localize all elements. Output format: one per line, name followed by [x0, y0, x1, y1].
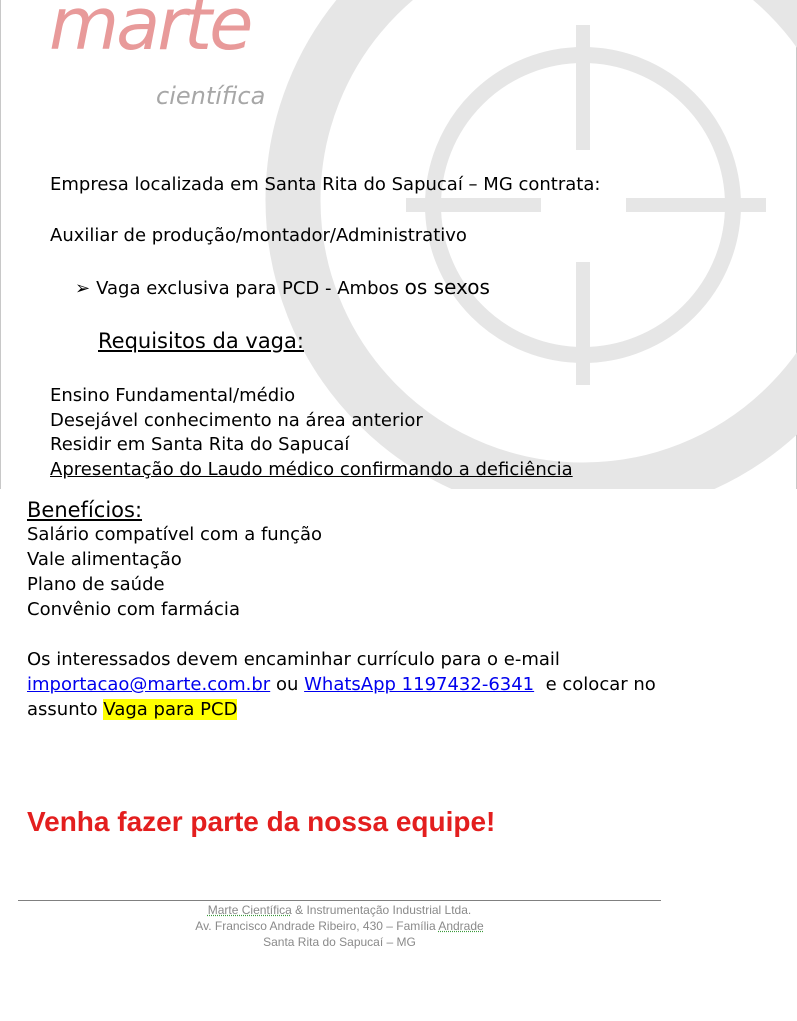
pcd-bullet-tail: os sexos [404, 275, 490, 299]
footer-city: Santa Rita do Sapucaí – MG [263, 935, 416, 949]
letterhead-footer [18, 900, 661, 949]
pcd-bullet-text: Vaga exclusiva para PCD - Ambos [96, 278, 399, 299]
requirement-item: Residir em Santa Rita do Sapucaí [50, 434, 350, 455]
subject-prefix: assunto [27, 699, 98, 720]
pcd-bullet [75, 275, 490, 299]
requirement-item: Apresentação do Laudo médico confirmando a deficiência [50, 459, 573, 480]
contact-or: ou [275, 674, 299, 695]
letterhead-page [0, 0, 797, 489]
contact-links-line [27, 674, 656, 695]
footer-company-rest: & Instrumentação Industrial Ltda. [295, 903, 472, 917]
benefits-heading: Benefícios: [27, 498, 143, 522]
intro-text: Empresa localizada em Santa Rita do Sapucaí – MG contrata: [50, 174, 601, 195]
whatsapp-link[interactable]: WhatsApp 1197432-6341 [304, 674, 535, 695]
benefit-item: Vale alimentação [27, 549, 182, 570]
call-to-action: Venha fazer parte da nossa equipe! [27, 806, 496, 837]
logo-wordmark: marte [49, 0, 251, 66]
benefit-item: Convênio com farmácia [27, 599, 240, 620]
footer-address: Av. Francisco Andrade Ribeiro, 430 – Família [195, 919, 436, 933]
contact-line: Os interessados devem encaminhar currículo para o e-mail [27, 649, 560, 670]
arrow-bullet-icon: ➢ [75, 278, 91, 299]
benefit-item: Plano de saúde [27, 574, 165, 595]
requirement-item: Ensino Fundamental/médio [50, 385, 296, 406]
footer-company-name: Marte Científica [207, 903, 292, 917]
subject-highlight: Vaga para PCD [103, 699, 238, 720]
benefit-item: Salário compatível com a função [27, 524, 323, 545]
footer-company-line [18, 903, 661, 917]
footer-address-line [18, 919, 661, 933]
subject-line [27, 699, 237, 720]
contact-tail: e colocar no [545, 674, 656, 695]
requirement-item: Desejável conhecimento na área anterior [50, 410, 423, 431]
email-link[interactable]: importacao@marte.com.br [27, 674, 271, 695]
footer-address-tail: Andrade [438, 919, 484, 933]
requirements-heading: Requisitos da vaga: [98, 329, 304, 353]
position-title: Auxiliar de produção/montador/Administrativo [50, 225, 467, 246]
logo-subtitle: científica [156, 82, 266, 110]
